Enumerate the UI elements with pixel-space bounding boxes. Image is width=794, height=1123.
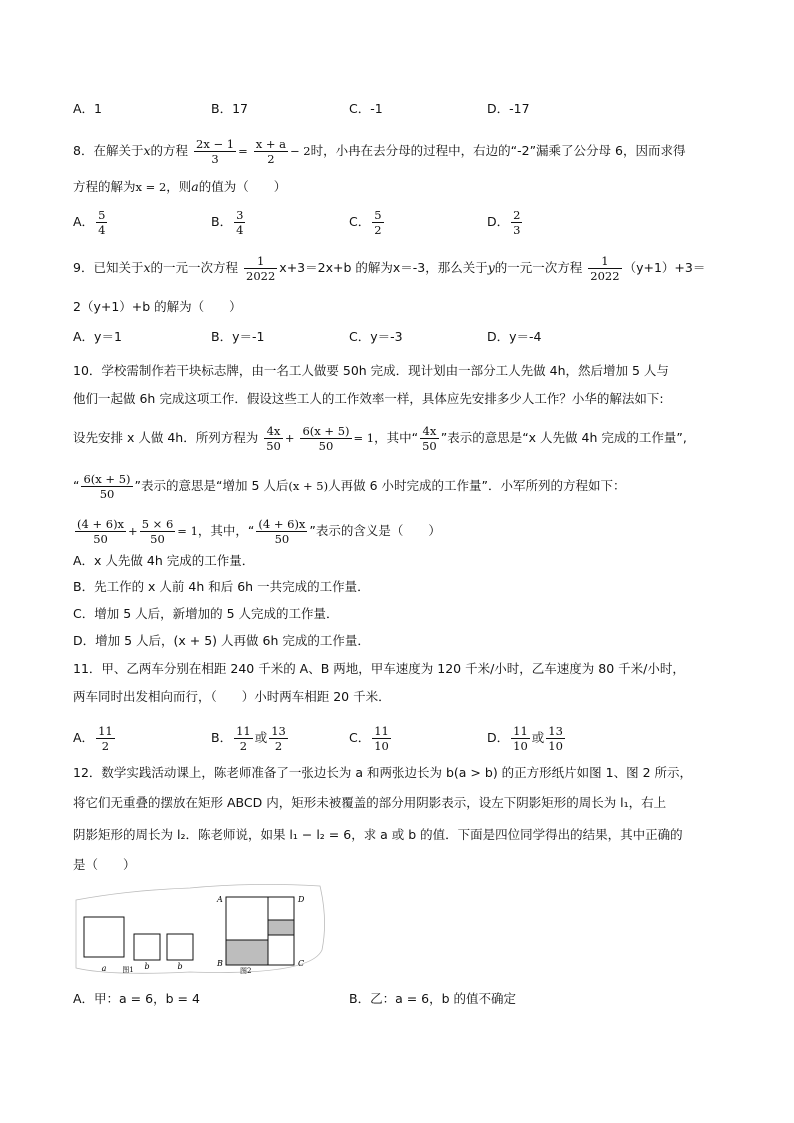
fig1-caption: 图1 xyxy=(122,966,134,974)
q12-line-2: 将它们无重叠的摆放在矩形 ABCD 内，矩形未被覆盖的部分用阴影表示，设左下阴影矩形的周长为 l₁，右上 xyxy=(73,795,667,810)
q9-line-2: 2（y+1）+b 的解为（ ） xyxy=(73,299,242,314)
q11-option-d[interactable]: D． $\frac{11}{10}$ 或 $\frac{13}{10}$ xyxy=(487,724,563,753)
q7-option-b[interactable]: B．17 xyxy=(211,101,248,116)
q11-option-a[interactable]: A． $\frac{11}{2}$ xyxy=(73,724,113,753)
q9-option-c[interactable]: C．y＝-3 xyxy=(349,329,403,344)
fig2-label-A: A xyxy=(217,895,223,904)
fig1-label-a: a xyxy=(101,964,107,973)
q10-option-c[interactable]: C．增加 5 人后，新增加的 5 人完成的工作量． xyxy=(73,606,339,621)
q11-option-c[interactable]: C． $\frac{11}{10}$ xyxy=(349,724,389,753)
q10-line-1: 10．学校需制作若干块标志牌，由一名工人做要 50h 完成．现计划由一部分工人先做 4h，然后增加 5 人与 xyxy=(73,363,669,378)
fig1-square-b2 xyxy=(167,934,193,960)
q10-option-b[interactable]: B．先工作的 x 人前 4h 和后 6h 一共完成的工作量． xyxy=(73,579,370,594)
shade-upper-right xyxy=(268,920,294,935)
q10-line-3: 设先安排 x 人做 4h．所列方程为 $\frac{4x}{50}$ + $\frac{6(x + 5)}{50}$ = 1，其中“ $\frac{4x}{50}$ ”表示的意思是“x 人先做 4h 完成的工作量”, xyxy=(73,424,687,453)
q7-option-c[interactable]: C．-1 xyxy=(349,101,383,116)
fig2-label-D: D xyxy=(298,895,305,904)
shade-lower-left xyxy=(226,940,268,965)
q9-option-d[interactable]: D．y＝-4 xyxy=(487,329,542,344)
q12-line-4: 是（ ） xyxy=(73,857,136,872)
fig1-label-b1: b xyxy=(144,962,150,971)
q10-line-4: “ $\frac{6(x + 5)}{50}$ ”表示的意思是“增加 5 人后(x + 5)人再做 6 小时完成的工作量”．小军所列的方程如下： xyxy=(73,472,626,501)
q10-option-d[interactable]: D．增加 5 人后，(x + 5) 人再做 6h 完成的工作量． xyxy=(73,633,370,648)
q12-option-a[interactable]: A．甲：a = 6，b = 4 xyxy=(73,991,200,1006)
q8-frac-right: $\frac{x + a}{2}$ xyxy=(255,137,287,166)
q8-option-b[interactable]: B． $\frac{3}{4}$ xyxy=(211,208,244,237)
q7-option-a[interactable]: A．1 xyxy=(73,101,103,116)
fig1-square-b1 xyxy=(134,934,160,960)
q11-option-b[interactable]: B． $\frac{11}{2}$ 或 $\frac{13}{2}$ xyxy=(211,724,286,753)
q9-option-b[interactable]: B．y＝-1 xyxy=(211,329,265,344)
q12-line-1: 12．数学实践活动课上，陈老师准备了一张边长为 a 和两张边长为 b(a > b) 的正方形纸片如图 1、图 2 所示， xyxy=(73,765,692,780)
q8-line-1: 8．在解关于x的方程 $\frac{2x - 1}{3}$ = $\frac{x + a}{2}$ − 2时，小冉在去分母的过程中，右边的“-2”漏乘了公分母 6，因而求得 xyxy=(73,137,686,166)
fig2-label-C: C xyxy=(298,959,305,968)
q11-line-2: 两车同时出发相向而行，（ ）小时两车相距 20 千米． xyxy=(73,689,391,704)
q10-line-2: 他们一起做 6h 完成这项工作．假设这些工人的工作效率一样，具体应先安排多少人工作？小华的解法如下: xyxy=(73,391,664,406)
q7-option-d[interactable]: D．-17 xyxy=(487,101,530,116)
q8-line-2: 方程的解为x = 2，则a的值为（ ） xyxy=(73,179,287,194)
fig2-caption: 图2 xyxy=(240,967,252,975)
fig1-square-a xyxy=(84,917,124,957)
fig2-label-B: B xyxy=(217,959,223,968)
q8-option-c[interactable]: C． $\frac{5}{2}$ xyxy=(349,208,382,237)
q11-line-1: 11．甲、乙两车分别在相距 240 千米的 A、B 两地，甲车速度为 120 千米/小时，乙车速度为 80 千米/小时， xyxy=(73,661,685,676)
q8-frac-left: $\frac{2x - 1}{3}$ xyxy=(196,137,235,166)
q9-option-a[interactable]: A．y＝1 xyxy=(73,329,122,344)
q9-line-1: 9．已知关于x的一元一次方程 $\frac{1}{2022}$ x+3＝2x+b 的解为x＝-3，那么关于y的一元一次方程 $\frac{1}{2022}$ （y+1）+3＝ xyxy=(73,254,706,283)
q12-line-3: 阴影矩形的周长为 l₂．陈老师说，如果 l₁ − l₂ = 6，求 a 或 b 的值．下面是四位同学得出的结果，其中正确的 xyxy=(73,827,683,842)
q10-line-5: $\frac{(4 + 6)x}{50}$ + $\frac{5 \times 6}{50}$ = 1，其中，“ $\frac{(4 + 6)x}{50}$ ”表示的含义是（ ） xyxy=(77,517,441,546)
q8-option-a[interactable]: A． $\frac{5}{4}$ xyxy=(73,208,106,237)
q10-option-a[interactable]: A．x 人先做 4h 完成的工作量． xyxy=(73,553,255,568)
fig1-label-b2: b xyxy=(177,962,183,971)
q12-option-b[interactable]: B．乙：a = 6，b 的值不确定 xyxy=(349,991,517,1006)
q8-option-d[interactable]: D． $\frac{2}{3}$ xyxy=(487,208,521,237)
q12-figure xyxy=(70,880,332,978)
